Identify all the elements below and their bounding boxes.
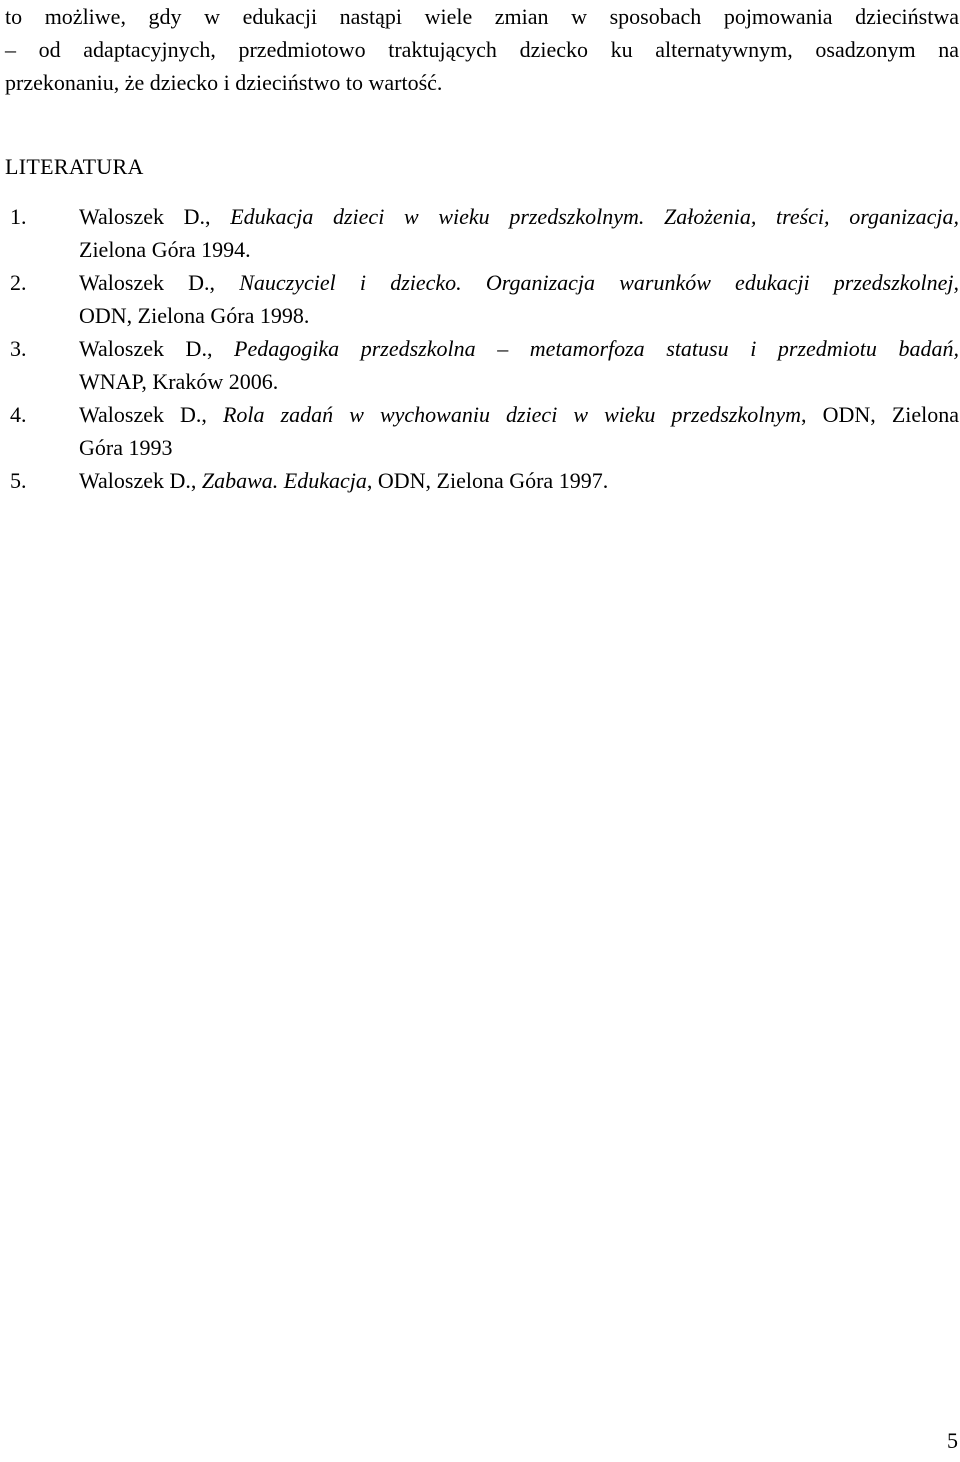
reference-author: Waloszek D. <box>79 336 207 361</box>
reference-publisher: Góra 1993 <box>79 435 173 460</box>
reference-line <box>79 332 959 365</box>
reference-separator: , <box>205 204 231 229</box>
page-number: 5 <box>947 1428 958 1453</box>
section-heading: LITERATURA <box>5 154 144 179</box>
reference-item-2 <box>5 266 959 332</box>
intro-line-3: przekonaniu, że dziecko i dzieciństwo to wartość. <box>5 70 443 95</box>
intro-line-1: to możliwe, gdy w edukacji nastąpi wiele zmian w sposobach pojmowania dzieciństwa <box>5 4 959 29</box>
reference-title: Nauczyciel i dziecko. Organizacja warunków edukacji przedszkolnej, <box>239 270 960 295</box>
reference-item-3 <box>5 332 959 398</box>
intro-line-2: – od adaptacyjnych, przedmiotowo traktujących dziecko ku alternatywnym, osadzonym na <box>5 37 959 62</box>
reference-tail: , ODN, Zielona <box>801 402 960 427</box>
reference-item-1 <box>5 200 959 266</box>
reference-title: Pedagogika przedszkolna – metamorfoza statusu i przedmiotu badań, <box>234 336 959 361</box>
reference-item-4 <box>5 398 959 464</box>
reference-separator: , <box>190 468 202 493</box>
reference-publisher: WNAP, Kraków 2006. <box>79 369 279 394</box>
reference-title: Edukacja dzieci w wieku przedszkolnym. Założenia, treści, organizacja, <box>230 204 960 229</box>
intro-paragraph <box>5 0 959 99</box>
reference-separator: , <box>206 336 235 361</box>
reference-author: Waloszek D. <box>79 402 202 427</box>
reference-separator: , <box>209 270 240 295</box>
reference-title: Zabawa. Edukacja <box>201 468 367 493</box>
reference-author: Waloszek D. <box>79 468 191 493</box>
reference-number: 4. <box>10 402 27 427</box>
reference-number: 3. <box>10 336 27 361</box>
reference-line <box>79 398 959 431</box>
reference-tail: , ODN, Zielona Góra 1997. <box>366 468 609 493</box>
reference-number: 2. <box>10 270 27 295</box>
reference-line <box>79 464 959 497</box>
reference-line <box>79 266 959 299</box>
reference-title: Rola zadań w wychowaniu dzieci w wieku przedszkolnym <box>222 402 802 427</box>
reference-publisher: ODN, Zielona Góra 1998. <box>79 303 310 328</box>
reference-number: 5. <box>10 468 27 493</box>
reference-publisher: Zielona Góra 1994. <box>79 237 251 262</box>
reference-item-5 <box>5 464 959 497</box>
reference-author: Waloszek D. <box>79 204 206 229</box>
reference-author: Waloszek D. <box>79 270 210 295</box>
reference-number: 1. <box>10 204 27 229</box>
reference-line <box>79 200 959 233</box>
references-list <box>5 200 959 497</box>
reference-separator: , <box>201 402 223 427</box>
